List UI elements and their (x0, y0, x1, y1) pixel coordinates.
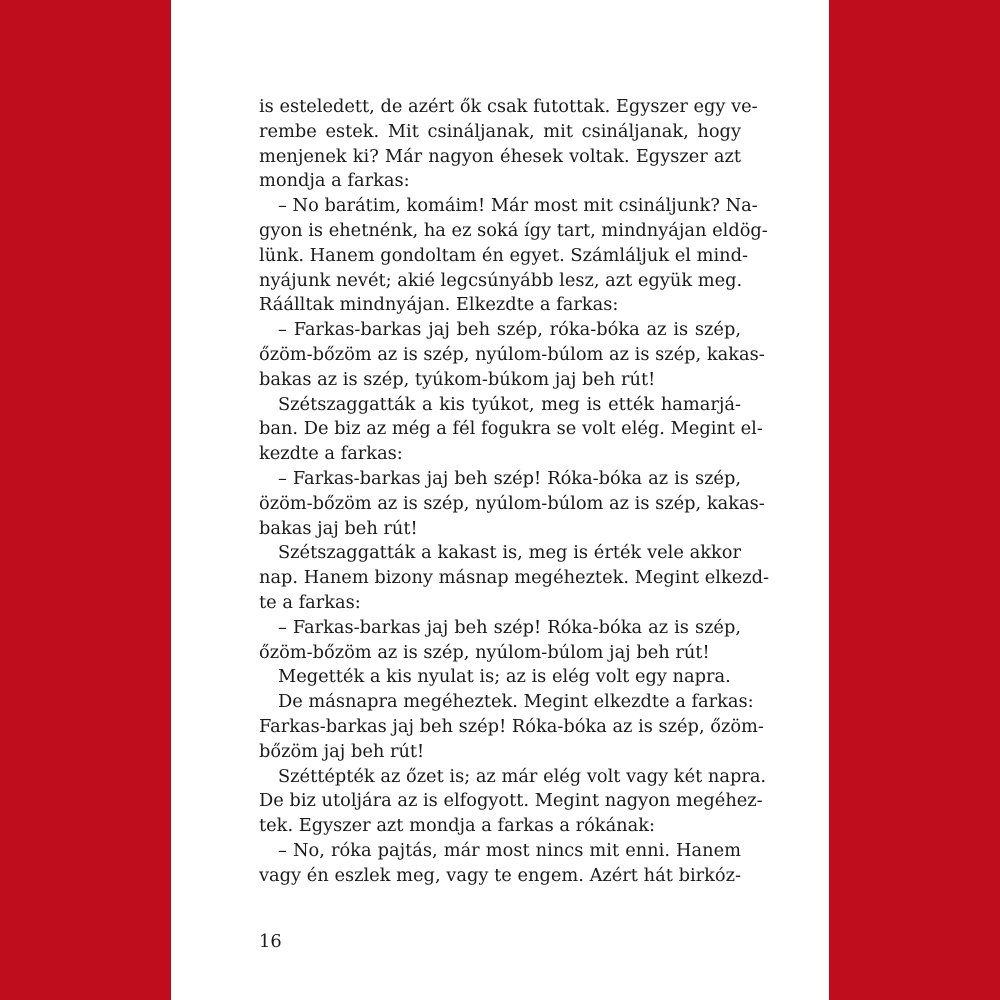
text-line: Farkas-barkas jaj beh szép! Róka-bóka az is szép, őzöm- (259, 715, 764, 737)
text-line: – No, róka pajtás, már most nincs mit enni. Hanem (278, 839, 741, 861)
text-line: ban. De biz az még a fél fogukra se volt elég. Megint el- (259, 418, 763, 440)
text-line: nap. Hanem bizony másnap megéheztek. Megint elkezd- (259, 567, 769, 589)
text-line: özöm-bőzöm az is szép, nyúlom-búlom az is szép, kakas- (259, 492, 765, 514)
text-line: Megették a kis nyulat is; az is elég volt egy napra. (278, 666, 731, 688)
text-line: – No barátim, komáim! Már most mit csináljunk? Na- (278, 195, 758, 217)
text-line: vagy én eszlek meg, vagy te engem. Azért hát birkóz- (259, 864, 741, 886)
text-line: lünk. Hanem gondoltam én egyet. Számláljuk el mind- (259, 244, 749, 266)
text-line: őzöm-bőzöm az is szép, nyúlom-búlom az is szép, kakas- (259, 343, 765, 365)
text-line: Ráálltak mindnyájan. Elkezdte a farkas: (259, 294, 619, 316)
text-line: De biz utoljára az is elfogyott. Megint nagyon megéhez- (259, 790, 763, 812)
text-line: Szétszaggatták a kis tyúkot, meg is ették hamarjá- (278, 393, 741, 415)
text-line: kezdte a farkas: (259, 443, 403, 465)
text-line: – Farkas-barkas jaj beh szép! Róka-bóka az is szép, (278, 616, 741, 638)
text-line: is esteledett, de azért ők csak futottak. Egyszer egy ve- (259, 96, 758, 117)
text-line: nyájunk nevét; akié legcsúnyább lesz, azt együk meg. (259, 269, 743, 291)
text-line: bakas az is szép, tyúkom-búkom jaj beh rút! (259, 368, 656, 390)
text-line: menjenek ki? Már nagyon éhesek voltak. Egyszer azt (259, 145, 741, 167)
text-line: tek. Egyszer azt mondja a farkas a rókának: (259, 815, 655, 837)
text-line: őzöm-bőzöm az is szép, nyúlom-búlom jaj beh rút! (259, 641, 710, 663)
text-line: Széttépték az őzet is; az már elég volt vagy két napra. (278, 765, 767, 787)
text-line: Szétszaggatták a kakast is, meg is érték vele akkor (278, 542, 741, 564)
text-line: bőzöm jaj beh rút! (259, 740, 425, 762)
body-text (259, 95, 769, 889)
text-line: rembe estek. Mit csináljanak, mit csináljanak, hogy (259, 120, 741, 142)
text-line: bakas jaj beh rút! (259, 517, 418, 539)
text-line: mondja a farkas: (259, 170, 410, 192)
page-number: 16 (259, 931, 282, 952)
text-line: te a farkas: (259, 591, 361, 613)
text-line: – Farkas-barkas jaj beh szép, róka-bóka az is szép, (278, 319, 741, 341)
text-line: – Farkas-barkas jaj beh szép! Róka-bóka az is szép, (278, 467, 741, 489)
text-line: gyon is ehetnénk, ha ez soká így tart, mindnyájan eldög- (259, 219, 768, 241)
text-line: De másnapra megéheztek. Megint elkezdte a farkas: (278, 691, 754, 713)
book-page (171, 0, 829, 1000)
